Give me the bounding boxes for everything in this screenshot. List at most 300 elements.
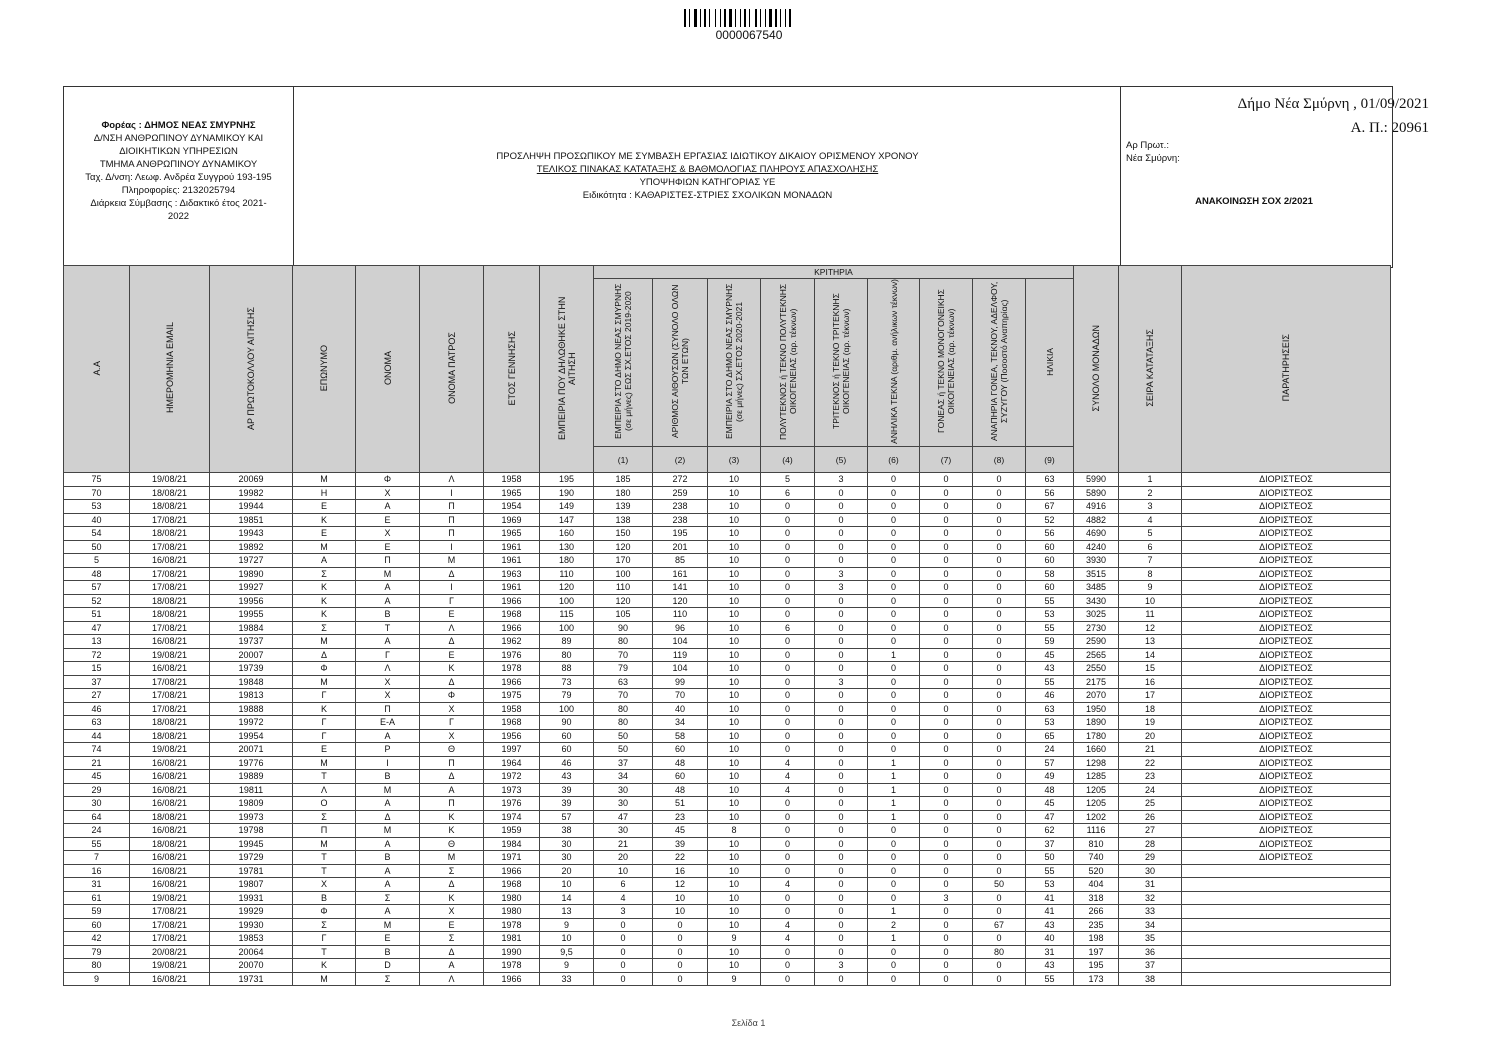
table-cell: 20/08/21 [130,945,210,959]
table-cell: 9 [540,959,594,973]
table-cell: Α [356,797,420,811]
table-row [64,621,1391,635]
table-row [64,824,1391,838]
table-cell: Κ [293,608,356,622]
table-cell: 0 [761,891,815,905]
table-row [64,567,1391,581]
protocol-label: Αρ Πρωτ.: [1126,140,1169,151]
table-cell: 6 [1119,540,1182,554]
table-cell: 0 [920,675,973,689]
ranking-table [63,265,1391,986]
table-cell: 0 [973,594,1026,608]
table-cell: ΔΙΟΡΙΣΤΕΟΣ [1182,716,1391,730]
table-cell: 10 [594,864,653,878]
table-row [64,729,1391,743]
table-cell: 2550 [1074,662,1119,676]
table-cell: 1962 [484,635,540,649]
table-cell: Μ [356,824,420,838]
table-cell: 0 [920,918,973,932]
table-cell: 0 [653,945,708,959]
table-row [64,864,1391,878]
table-cell: 2 [868,918,920,932]
table-cell: 38 [1119,972,1182,986]
table-cell: 404 [1074,878,1119,892]
barcode-bar [789,9,791,27]
table-cell: Χ [356,527,420,541]
barcode-bar [744,9,746,27]
table-cell: 17/08/21 [130,540,210,554]
table-cell: 0 [973,932,1026,946]
table-cell: 0 [815,513,868,527]
table-cell: 0 [973,729,1026,743]
table-cell: 19/08/21 [130,891,210,905]
table-row [64,594,1391,608]
table-cell: 1981 [484,932,540,946]
table-cell: 10 [708,837,761,851]
criterion-num: (7) [920,447,973,473]
table-cell: 55 [64,837,130,851]
table-cell: 0 [868,824,920,838]
table-cell [1182,878,1391,892]
table-cell: 29 [64,783,130,797]
table-cell: 30 [594,824,653,838]
table-cell: 139 [594,500,653,514]
table-cell: ΔΙΟΡΙΣΤΕΟΣ [1182,567,1391,581]
table-cell: 0 [973,608,1026,622]
table-row [64,891,1391,905]
table-cell: 55 [1026,864,1074,878]
table-cell: 0 [868,878,920,892]
barcode-bar [700,9,701,27]
table-cell: 14 [1119,648,1182,662]
table-row [64,810,1391,824]
table-cell: 43 [1026,662,1074,676]
issuer-line: Δ/ΝΣΗ ΑΝΘΡΩΠΙΝΟΥ ΔΥΝΑΜΙΚΟΥ ΚΑΙ [93,133,264,144]
table-body [64,473,1391,986]
issuer-line: Φορέας : ΔΗΜΟΣ ΝΕΑΣ ΣΜΥΡΝΗΣ [101,120,256,131]
table-cell: 34 [1119,918,1182,932]
table-cell: 0 [920,608,973,622]
table-cell: 0 [920,878,973,892]
table-cell: Π [420,513,484,527]
criterion-num: (4) [761,447,815,473]
table-cell: 1968 [484,608,540,622]
table-cell: Γ [420,716,484,730]
table-cell: 0 [815,878,868,892]
criterion-num: (9) [1026,447,1074,473]
table-cell: 0 [920,689,973,703]
table-cell: 1660 [1074,743,1119,757]
table-cell: 10 [708,945,761,959]
table-cell: 272 [653,473,708,487]
table-cell: ΔΙΟΡΙΣΤΕΟΣ [1182,810,1391,824]
table-cell: 56 [1026,527,1074,541]
table-cell: 1966 [484,972,540,986]
table-cell: Σ [293,621,356,635]
table-cell: 0 [815,689,868,703]
table-cell: 10 [1119,594,1182,608]
table-cell: 10 [708,527,761,541]
table-cell: 55 [1026,594,1074,608]
table-cell: 0 [761,810,815,824]
table-cell: 21 [594,837,653,851]
table-cell: 1966 [484,621,540,635]
table-cell: 180 [594,486,653,500]
criterion-9: ΗΛΙΚΙΑ [1026,279,1074,447]
col-total: ΣΥΝΟΛΟ ΜΟΝΑΔΩΝ [1074,266,1119,473]
table-cell: 31 [1119,878,1182,892]
table-row [64,513,1391,527]
table-cell: 10 [708,635,761,649]
table-cell: ΔΙΟΡΙΣΤΕΟΣ [1182,662,1391,676]
table-cell: 19972 [210,716,293,730]
barcode-bar [780,9,781,27]
table-cell: 0 [973,540,1026,554]
table-cell: 0 [868,662,920,676]
table-cell: 0 [761,540,815,554]
table-cell: 24 [1119,783,1182,797]
table-cell: Ε [420,608,484,622]
table-cell: 19798 [210,824,293,838]
barcode-bar [689,9,690,27]
table-cell: 1997 [484,743,540,757]
table-cell: Ε-Α [356,716,420,730]
issuer-line: 2022 [167,211,190,222]
table-cell: 96 [653,621,708,635]
col-name: ΟΝΟΜΑ [356,266,420,473]
table-cell: 10 [653,891,708,905]
table-cell: ΔΙΟΡΙΣΤΕΟΣ [1182,554,1391,568]
table-cell: 0 [973,756,1026,770]
table-cell: 32 [1119,891,1182,905]
table-cell: 80 [540,648,594,662]
table-cell: 70 [594,689,653,703]
table-cell: 1971 [484,851,540,865]
table-cell: 46 [1026,689,1074,703]
table-cell: 5 [64,554,130,568]
table-cell: 160 [540,527,594,541]
table-cell: 10 [708,513,761,527]
table-cell: 43 [540,770,594,784]
table-cell: 79 [594,662,653,676]
table-cell: 17/08/21 [130,689,210,703]
table-cell: 0 [920,621,973,635]
table-cell: 0 [920,905,973,919]
table-row [64,918,1391,932]
table-cell: 19/08/21 [130,743,210,757]
announcement-label: ΑΝΑΚΟΙΝΩΣΗ ΣΟΧ 2/2021 [1195,196,1313,207]
table-cell: 17/08/21 [130,905,210,919]
table-cell: 0 [815,621,868,635]
table-cell: 1958 [484,702,540,716]
table-cell: Δ [293,648,356,662]
barcode-bar [785,9,786,27]
table-cell: 100 [540,702,594,716]
table-cell: 10 [708,608,761,622]
table-cell: 0 [868,729,920,743]
table-cell: 31 [64,878,130,892]
table-cell: Ε [356,513,420,527]
table-cell: 1973 [484,783,540,797]
table-cell: 6 [594,878,653,892]
table-cell: 1285 [1074,770,1119,784]
table-cell: 12 [653,878,708,892]
table-cell: 63 [64,716,130,730]
table-cell: 0 [761,864,815,878]
table-cell: 0 [920,810,973,824]
table-cell: ΔΙΟΡΙΣΤΕΟΣ [1182,851,1391,865]
table-cell: Α [356,500,420,514]
table-cell: 22 [1119,756,1182,770]
table-cell: 0 [920,513,973,527]
table-cell: 185 [594,473,653,487]
table-cell: Κ [293,513,356,527]
table-cell: 115 [540,608,594,622]
table-cell: 10 [708,689,761,703]
table-cell: Χ [420,729,484,743]
table-cell: 39 [653,837,708,851]
table-row [64,972,1391,986]
table-cell: 17/08/21 [130,621,210,635]
table-cell: 19/08/21 [130,648,210,662]
issuer-line: ΤΜΗΜΑ ΑΝΘΡΩΠΙΝΟΥ ΔΥΝΑΜΙΚΟΥ [99,159,258,170]
table-cell: Β [293,891,356,905]
table-cell: 100 [594,567,653,581]
table-cell: 0 [920,662,973,676]
table-cell: Κ [420,662,484,676]
table-cell: 0 [761,797,815,811]
table-cell: 57 [1026,756,1074,770]
stamp-place-date: Δήμο Νέα Σμύρνη , 01/09/2021 [1237,96,1429,112]
table-cell: 3 [815,581,868,595]
issuer-block [64,87,294,267]
criterion-7: ΓΟΝΕΑΣ ή ΤΕΚΝΟ ΜΟΝΟΓΟΝΕΙΚΗΣ ΟΙΚΟΓΕΝΕΙΑΣ (αρ. τέκνων) [920,279,973,447]
table-cell: 62 [1026,824,1074,838]
table-cell: 3515 [1074,567,1119,581]
table-cell: 56 [1026,486,1074,500]
table-cell: 75 [64,473,130,487]
table-cell: 7 [64,851,130,865]
table-cell: 39 [540,797,594,811]
table-cell: Μ [293,635,356,649]
table-cell: 0 [815,797,868,811]
table-cell: 120 [653,594,708,608]
table-cell: 45 [64,770,130,784]
table-cell: Μ [293,675,356,689]
table-cell: 19 [1119,716,1182,730]
table-cell: 0 [594,945,653,959]
table-cell: ΔΙΟΡΙΣΤΕΟΣ [1182,702,1391,716]
table-cell: 120 [594,594,653,608]
table-cell: 1 [868,770,920,784]
table-cell: ΔΙΟΡΙΣΤΕΟΣ [1182,770,1391,784]
table-cell: 0 [761,945,815,959]
table-cell: 0 [868,891,920,905]
table-cell: 16/08/21 [130,554,210,568]
table-cell: Δ [420,770,484,784]
table-cell: Δ [420,878,484,892]
table-cell: Τ [293,864,356,878]
table-cell: 0 [868,500,920,514]
table-cell: 50 [1026,851,1074,865]
barcode-bar [755,9,757,27]
table-cell: 1205 [1074,783,1119,797]
table-cell: 259 [653,486,708,500]
table-cell: 0 [920,554,973,568]
table-cell: 0 [920,851,973,865]
table-cell: 15 [64,662,130,676]
table-cell: 1966 [484,864,540,878]
criterion-6: ΑΝΗΛΙΚΑ ΤΕΚΝΑ (αριθμ. ανήλικων τέκνων) [868,279,920,447]
table-row [64,959,1391,973]
col-surname: ΕΠΩΝΥΜΟ [293,266,356,473]
table-cell: 190 [540,486,594,500]
table-row [64,851,1391,865]
table-cell: 0 [594,932,653,946]
table-row [64,635,1391,649]
table-cell: 141 [653,581,708,595]
table-cell: 0 [920,743,973,757]
table-cell: 0 [973,675,1026,689]
table-cell: Α [293,554,356,568]
table-cell: 4 [761,878,815,892]
table-cell: 0 [920,932,973,946]
criterion-num: (8) [973,447,1026,473]
table-cell: 10 [708,918,761,932]
table-cell: Β [356,770,420,784]
table-cell: 0 [761,648,815,662]
table-cell: ΔΙΟΡΙΣΤΕΟΣ [1182,797,1391,811]
table-cell: 55 [1026,621,1074,635]
table-cell: Γ [293,716,356,730]
table-cell: 10 [708,540,761,554]
table-cell: 0 [815,527,868,541]
table-cell: 16/08/21 [130,783,210,797]
table-cell: 1980 [484,891,540,905]
table-cell: 18/08/21 [130,608,210,622]
table-cell: Λ [420,972,484,986]
table-cell: 16/08/21 [130,972,210,986]
table-cell: 1 [868,797,920,811]
table-cell: Σ [356,972,420,986]
table-cell: 18/08/21 [130,500,210,514]
table-cell: 0 [868,621,920,635]
table-cell: 17/08/21 [130,513,210,527]
table-cell: 0 [920,797,973,811]
table-cell: 39 [540,783,594,797]
table-cell: 0 [920,500,973,514]
table-cell: 0 [815,662,868,676]
table-cell: 147 [540,513,594,527]
table-cell: Κ [420,891,484,905]
table-cell: 0 [973,473,1026,487]
table-cell: 100 [540,621,594,635]
table-cell: 0 [920,594,973,608]
table-cell: Δ [420,635,484,649]
table-cell: 34 [594,770,653,784]
table-cell: 0 [973,783,1026,797]
table-cell: 19809 [210,797,293,811]
table-cell: 2070 [1074,689,1119,703]
table-cell: 0 [973,891,1026,905]
table-cell: 30 [1119,864,1182,878]
table-cell: ΔΙΟΡΙΣΤΕΟΣ [1182,824,1391,838]
table-cell: Γ [356,648,420,662]
table-cell: 0 [653,932,708,946]
table-cell: 0 [815,486,868,500]
table-cell: 47 [594,810,653,824]
table-cell: Α [356,581,420,595]
table-cell: Π [420,797,484,811]
table-cell: 0 [815,824,868,838]
table-cell: 89 [540,635,594,649]
table-row [64,756,1391,770]
table-row [64,689,1391,703]
issuer-line: ΔΙΟΙΚΗΤΙΚΩΝ ΥΠΗΡΕΣΙΩΝ [119,146,238,157]
table-cell: 0 [868,581,920,595]
table-cell: Β [356,851,420,865]
table-cell: 1976 [484,797,540,811]
table-cell: 1959 [484,824,540,838]
table-cell: 19807 [210,878,293,892]
table-cell: Ε [420,648,484,662]
table-cell: 50 [594,729,653,743]
table-cell: 0 [920,540,973,554]
table-cell: 0 [594,918,653,932]
table-cell: Δ [420,567,484,581]
table-cell: Λ [356,662,420,676]
table-cell: Σ [356,891,420,905]
table-cell: 3 [815,567,868,581]
table-cell: 0 [594,972,653,986]
table-cell: 19731 [210,972,293,986]
table-cell: 2590 [1074,635,1119,649]
table-cell: 19945 [210,837,293,851]
table-cell: 1969 [484,513,540,527]
table-cell: 10 [708,810,761,824]
table-cell: 0 [920,581,973,595]
table-cell: 0 [973,716,1026,730]
table-cell: Μ [420,851,484,865]
table-cell: Α [356,878,420,892]
table-cell: D [356,959,420,973]
table-cell: 9 [1119,581,1182,595]
table-cell: 3485 [1074,581,1119,595]
table-cell: 0 [868,945,920,959]
table-cell: 19888 [210,702,293,716]
table-cell: ΔΙΟΡΙΣΤΕΟΣ [1182,540,1391,554]
table-cell: 63 [1026,702,1074,716]
table-cell: 0 [815,648,868,662]
table-cell: 10 [708,756,761,770]
table-cell: Φ [356,473,420,487]
table-cell: 0 [920,635,973,649]
table-cell: 0 [973,635,1026,649]
issuer-line: Πληροφορίες: 2132025794 [121,185,236,196]
table-cell: Λ [420,473,484,487]
table-cell: 19729 [210,851,293,865]
table-row [64,878,1391,892]
table-row [64,905,1391,919]
table-cell: 1 [868,783,920,797]
table-cell: 20070 [210,959,293,973]
table-cell: Σ [420,932,484,946]
table-cell: Γ [420,594,484,608]
table-cell: 0 [868,527,920,541]
table-cell: 3025 [1074,608,1119,622]
criterion-5: ΤΡΙΤΕΚΝΟΣ ή ΤΕΚΝΟ ΤΡΙΤΕΚΝΗΣ ΟΙΚΟΓΕΝΕΙΑΣ (αρ. τέκνων) [815,279,868,447]
table-cell: 16 [653,864,708,878]
